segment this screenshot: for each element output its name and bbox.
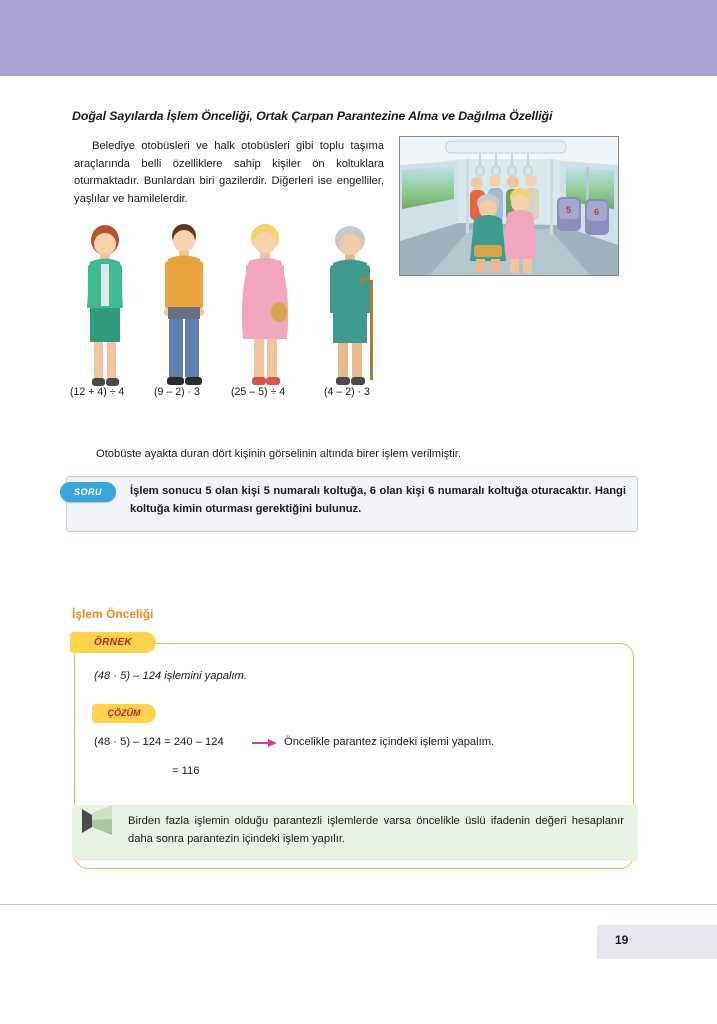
footer-divider [0, 904, 717, 905]
bus-illustration [400, 137, 618, 275]
seat-label-6: 6 [594, 207, 600, 217]
solution-line-2: = 116 [172, 765, 200, 777]
solution-line-1: (48 · 5) – 124 = 240 – 124 [94, 736, 224, 748]
intro-paragraph-text: Belediye otobüsleri ve halk otobüsleri gibi toplu taşıma araçlarında belli özelliklere sahip kişiler ön koltuklara oturmaktadır. Bunlardan biri gazilerdir. Diğerleri ise engelliler, yaşlılar ve hamilelerdir. [74, 140, 384, 205]
megaphone-icon [78, 803, 118, 837]
expressions-row [66, 386, 396, 402]
arrow-right-icon [252, 737, 278, 749]
info-note-text: Birden fazla işlemin olduğu parantezli işlemlerde varsa öncelikle üslü ifadenin değeri hesaplanır daha sonra parantezin içindeki işlem yapılır. [128, 815, 624, 845]
section-title: İşlem Önceliği [72, 607, 154, 621]
character-genc-erkek [154, 218, 214, 390]
expression-1: (9 – 2) · 3 [154, 386, 200, 398]
page-number: 19 [615, 933, 629, 947]
figure-caption: Otobüste ayakta duran dört kişinin görselinin altında birer işlem verilmiştir. [96, 448, 461, 460]
character-hamile-kadin [234, 220, 296, 390]
solution-note: Öncelikle parantez içindeki işlemi yapalım. [284, 736, 495, 748]
cozum-badge: ÇÖZÜM [92, 704, 156, 723]
expression-2: (25 – 5) ÷ 4 [231, 386, 286, 398]
question-text: İşlem sonucu 5 olan kişi 5 numaralı koltuğa, 6 olan kişi 6 numaralı koltuğa oturacaktır. Hangi koltuğa kimin oturması gerektiğini bulunuz. [130, 485, 626, 515]
page-title: Doğal Sayılarda İşlem Önceliği, Ortak Çarpan Parantezine Alma ve Dağılma Özelliği [72, 109, 553, 123]
expression-3: (4 – 2) · 3 [324, 386, 370, 398]
character-yasli-kadin [318, 220, 382, 390]
characters-row [66, 220, 396, 390]
character-kadin [74, 220, 136, 390]
ornek-badge: ÖRNEK [70, 632, 156, 653]
intro-paragraph [74, 138, 384, 208]
expression-0: (12 + 4) ÷ 4 [70, 386, 125, 398]
page-content [0, 76, 717, 904]
top-purple-band [0, 0, 717, 76]
soru-badge: SORU [60, 482, 116, 502]
example-statement: (48 · 5) – 124 işlemini yapalım. [94, 670, 247, 682]
seat-label-5: 5 [566, 205, 572, 215]
bus-interior-image [399, 136, 619, 276]
